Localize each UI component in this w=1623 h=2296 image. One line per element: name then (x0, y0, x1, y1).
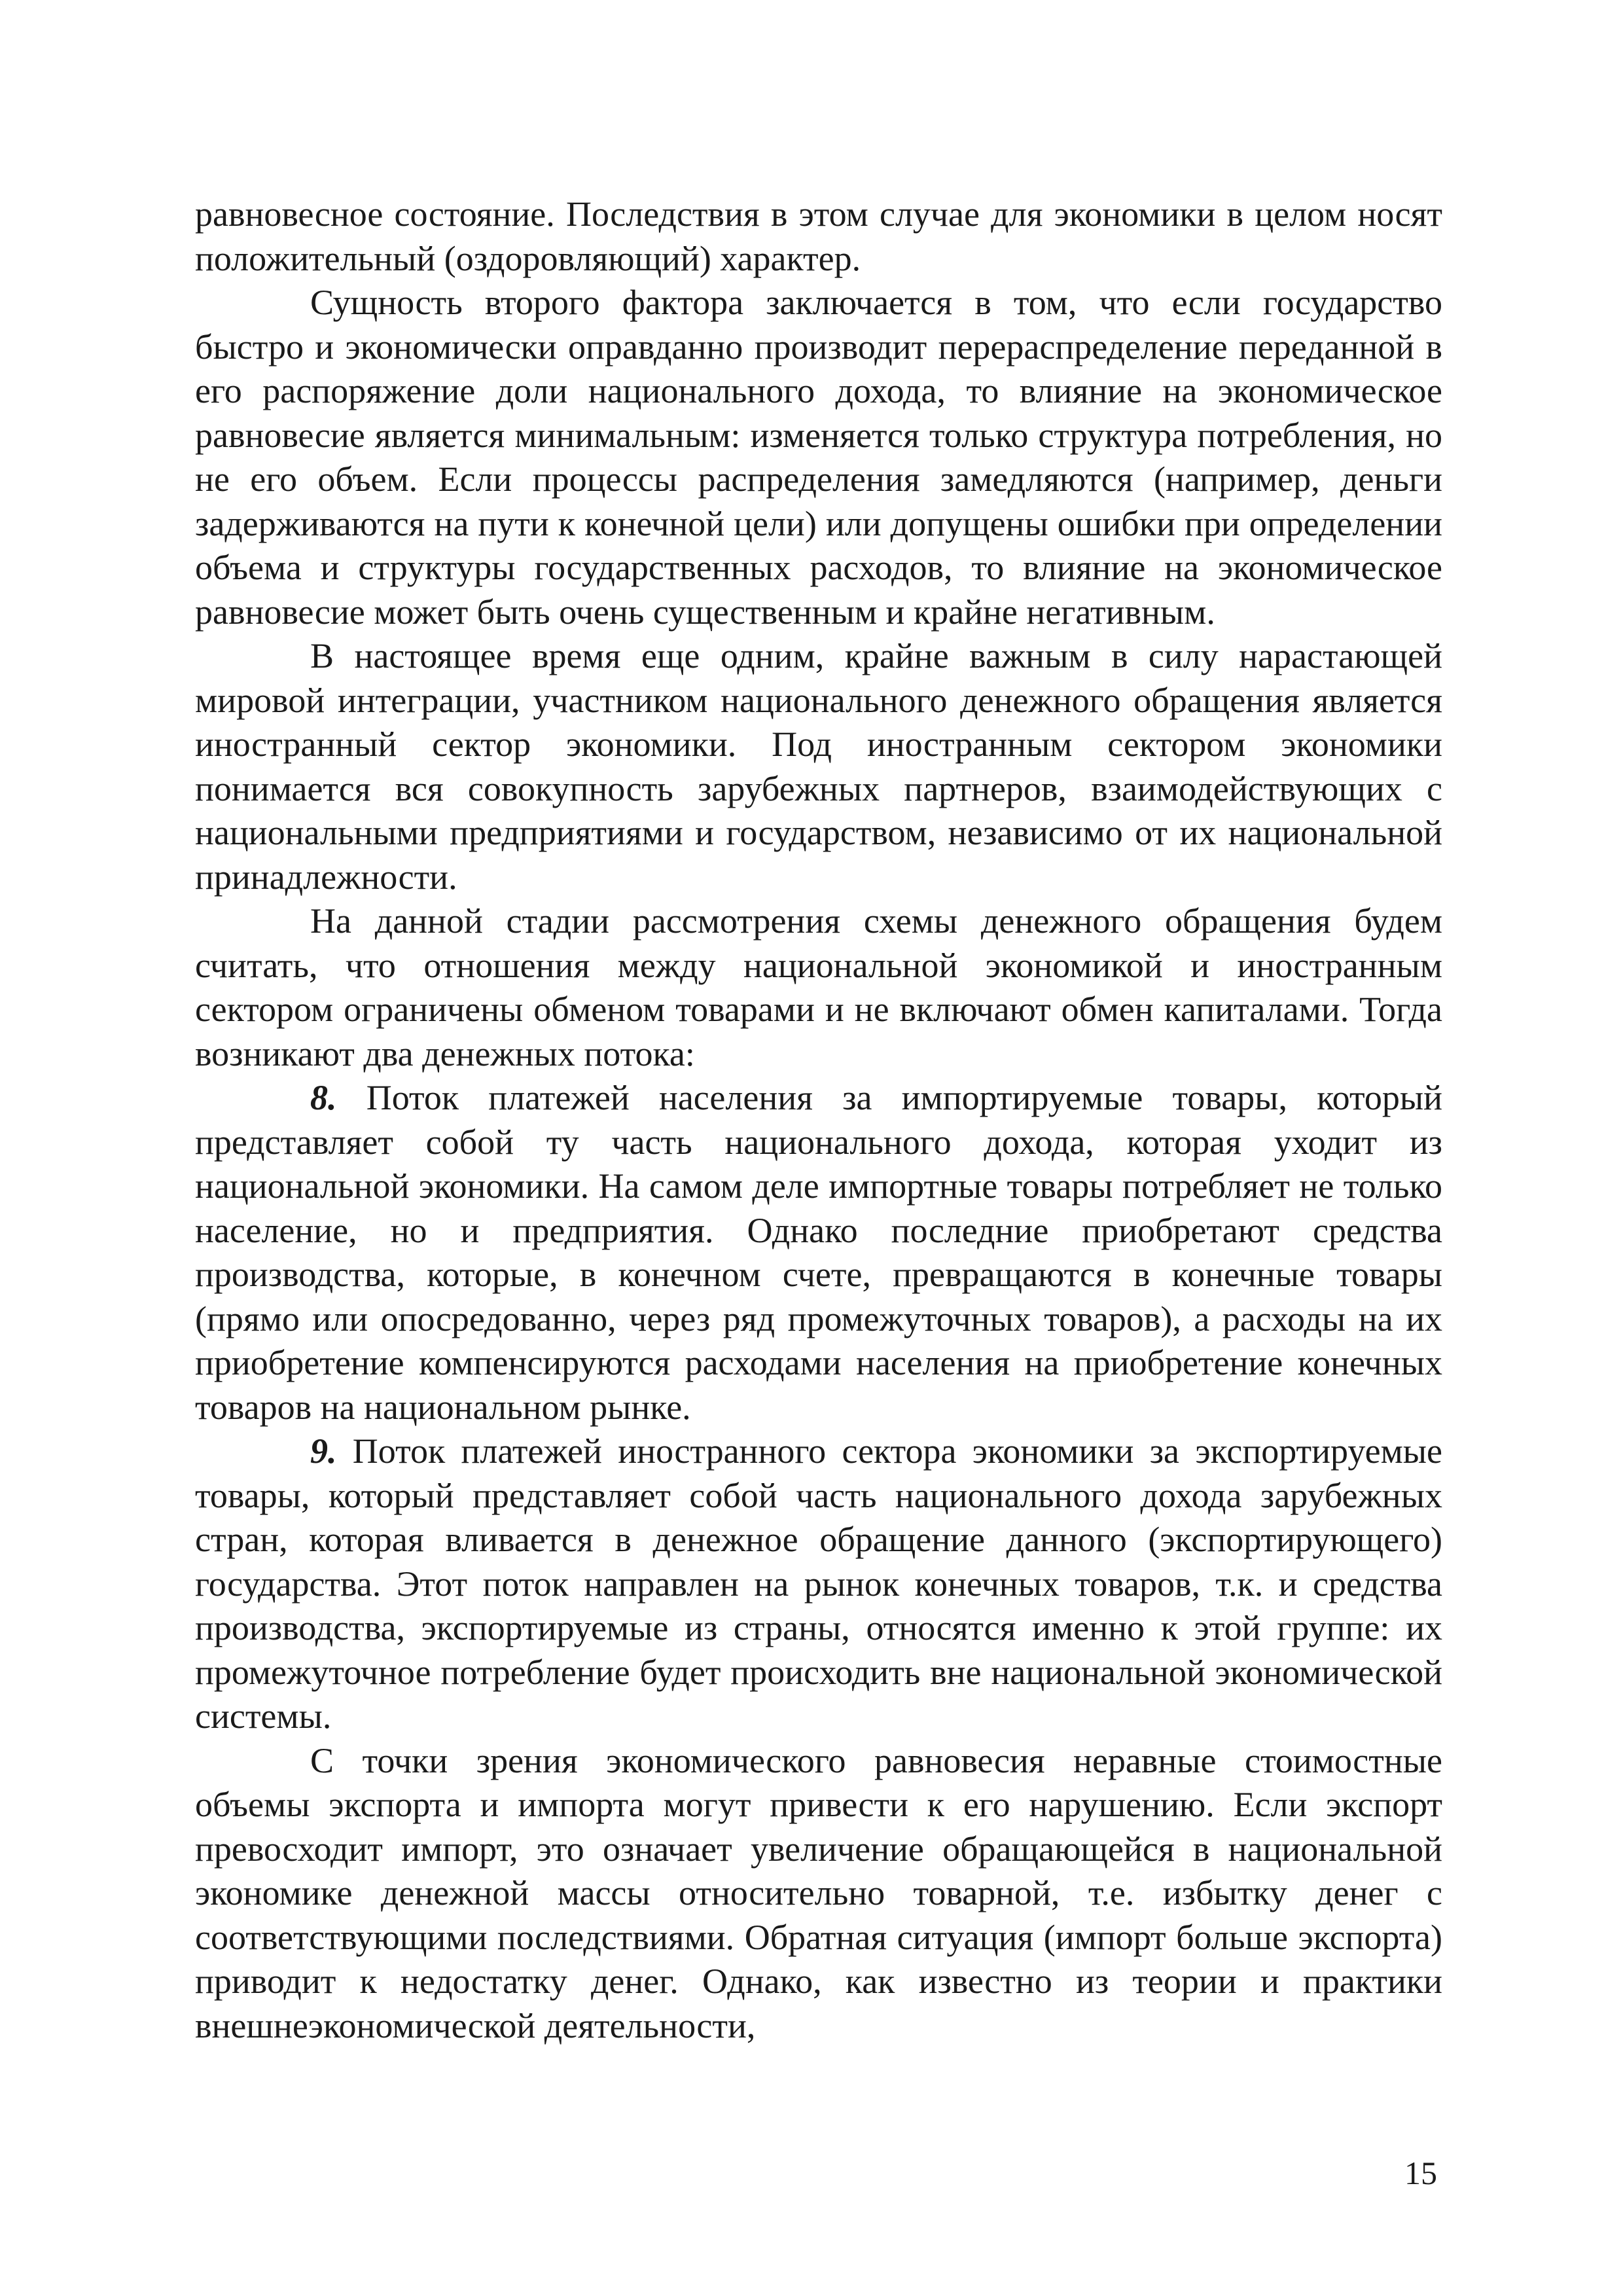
numbered-paragraph (195, 1429, 1442, 1739)
paragraph-text: Поток платежей населения за импортируемые товары, который представляет собой ту часть национального дохода, которая уходит из национальной экономики. На самом деле импортные товары потребляет не только население, но и предприятия. Однако последние приобретают средства производства, которые, в конечном счете, превращаются в конечные товары (прямо или опосредованно, через ряд промежуточных товаров), а расходы на их приобретение компенсируются расходами населения на приобретение конечных товаров на национальном рынке. (195, 1078, 1443, 1427)
paragraph (195, 634, 1442, 899)
paragraph-continuation (195, 192, 1442, 281)
paragraph-text: Сущность второго фактора заключается в том, что если государство быстро и экономически оправданно производит перераспределение переданной в его распоряжение доли национального дохода, то влияние на экономическое равновесие является минимальным: изменяется только структура потребления, но не его объем. Если процессы распределения замедляются (например, деньги задерживаются на пути к конечной цели) или допущены ошибки при определении объема и структуры государственных расходов, то влияние на экономическое равновесие может быть очень существенным и крайне негативным. (195, 283, 1442, 632)
paragraph (195, 281, 1442, 634)
paragraph-text: С точки зрения экономического равновесия неравные стоимостные объемы экспорта и импорта могут привести к его нарушению. Если экспорт превосходит импорт, это означает увеличение обращающейся в национальной экономике денежной массы относительно товарной, т.е. избытку денег с соответствующими последствиями. Обратная ситуация (импорт больше экспорта) приводит к недостатку денег. Однако, как известно из теории и практики внешнеэкономической деятельности, (195, 1740, 1442, 2045)
page-body (195, 192, 1442, 2048)
page-number: 15 (1404, 2155, 1437, 2191)
paragraph-text: Поток платежей иностранного сектора экономики за экспортируемые товары, который представляет собой часть национального дохода зарубежных стран, которая вливается в денежное обращение данного (экспортирующего) государства. Этот поток направлен на рынок конечных товаров, т.к. и средства производства, экспортируемые из страны, относятся именно к этой группе: их промежуточное потребление будет происходить вне национальной экономической системы. (195, 1431, 1442, 1736)
item-number: 8. (310, 1078, 337, 1117)
numbered-paragraph (195, 1076, 1442, 1429)
paragraph (195, 899, 1442, 1076)
item-number: 9. (310, 1431, 337, 1471)
paragraph-text: На данной стадии рассмотрения схемы денежного обращения будем считать, что отношения между национальной экономикой и иностранным сектором ограничены обменом товарами и не включают обмен капиталами. Тогда возникают два денежных потока: (195, 901, 1442, 1073)
paragraph (195, 1739, 1442, 2049)
paragraph-text: равновесное состояние. Последствия в этом случае для экономики в целом носят положительный (оздоровляющий) характер. (195, 194, 1442, 278)
paragraph-text: В настоящее время еще одним, крайне важным в силу нарастающей мировой интеграции, участником национального денежного обращения является иностранный сектор экономики. Под иностранным сектором экономики понимается вся совокупность зарубежных партнеров, взаимодействующих с национальными предприятиями и государством, независимо от их национальной принадлежности. (195, 636, 1442, 897)
